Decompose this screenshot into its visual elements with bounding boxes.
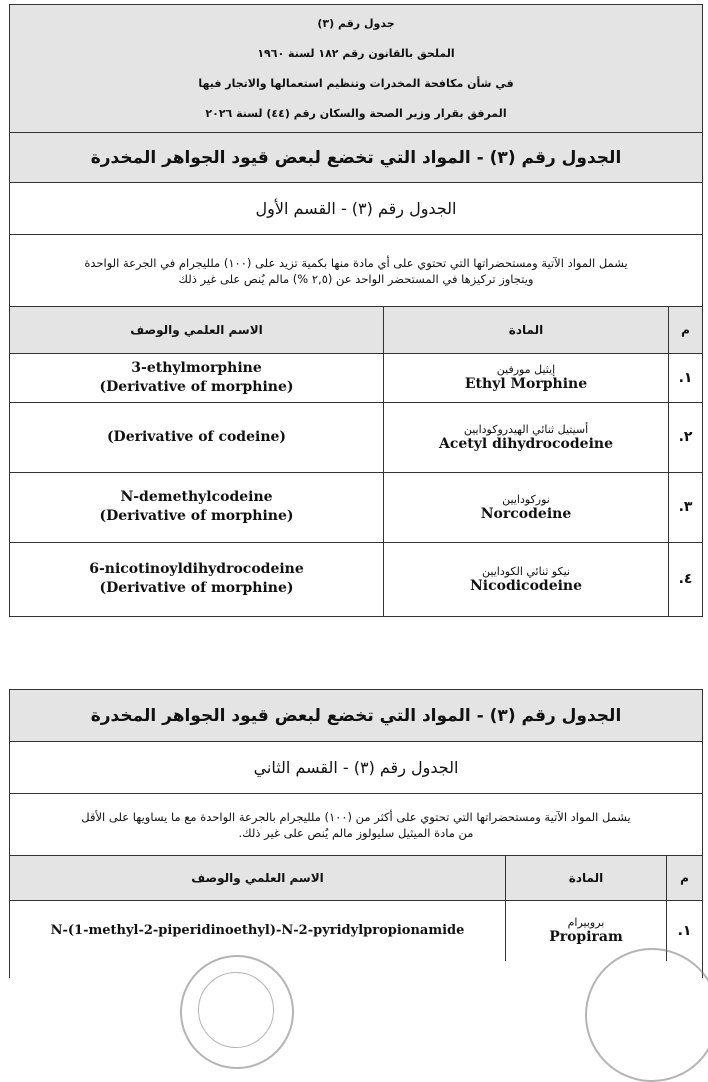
header-line-4: المرفق بقرار وزير الصحة والسكان رقم (٤٤) لسنة ٢٠٢٦	[205, 106, 507, 120]
substance-cell	[384, 353, 669, 402]
column-scientific-name: الاسم العلمي والوصف	[10, 856, 506, 901]
scientific-name-cell	[10, 542, 384, 616]
scientific-name-cell	[10, 402, 384, 472]
scientific-name-cell	[10, 353, 384, 402]
section-1-column-header	[10, 307, 702, 353]
substance-cell	[384, 402, 669, 472]
header-line-2: الملحق بالقانون رقم ١٨٢ لسنة ١٩٦٠	[257, 47, 455, 61]
table-row	[10, 472, 702, 542]
section-2-column-header	[10, 856, 702, 901]
section-2-title	[10, 690, 702, 742]
section-1-substances-table	[10, 307, 702, 616]
section-1-table	[9, 4, 703, 617]
scientific-name: N-demethylcodeine	[120, 489, 273, 505]
scientific-name: 6-nicotinoyldihydrocodeine	[89, 561, 304, 578]
section-1-subtitle-text: الجدول رقم (٣) - القسم الأول	[255, 199, 457, 218]
scientific-name-cell	[10, 901, 506, 961]
header-line-1: جدول رقم (٣)	[317, 17, 395, 31]
row-number: .٤	[669, 542, 703, 616]
section-1-title	[10, 133, 702, 183]
section-2-description	[10, 794, 702, 856]
substance-cell	[384, 472, 669, 542]
column-number: م	[669, 307, 703, 353]
ministry-stamp-inner-icon	[198, 972, 274, 1048]
section-2-subtitle	[10, 742, 702, 794]
substance-english-name: Propiram	[549, 929, 623, 946]
scientific-description: (Derivative of morphine)	[99, 580, 294, 597]
row-number: .١	[669, 353, 703, 402]
section-2-subtitle-text: الجدول رقم (٣) - القسم الثاني	[253, 758, 459, 777]
substance-arabic-name: أسيتيل ثنائي الهيدروكودايين	[463, 422, 589, 436]
row-number: .٢	[669, 402, 703, 472]
section-1-description	[10, 235, 702, 307]
column-substance: المادة	[506, 856, 667, 901]
section-1-description-line-1: يشمل المواد الآتية ومستحضراتها التي تحتوي على أي مادة منها بكمية تزيد على (١٠٠) ملليجرام في الجرعة الواحدة	[84, 255, 628, 270]
table-row	[10, 402, 702, 472]
table-row	[10, 353, 702, 402]
scientific-name: N-(1-methyl-2-piperidinoethyl)-N-2-pyridylpropionamide	[50, 923, 465, 939]
substance-arabic-name: نيكو ثنائي الكودايين	[482, 564, 570, 578]
row-number: .٣	[669, 472, 703, 542]
section-2-title-text: الجدول رقم (٣) - المواد التي تخضع لبعض قيود الجواهر المخدرة	[90, 705, 622, 726]
substance-cell	[384, 542, 669, 616]
scientific-name-cell	[10, 472, 384, 542]
header-line-3: في شأن مكافحة المخدرات وتنظيم استعمالها والاتجار فيها	[198, 76, 514, 90]
substance-english-name: Nicodicodeine	[469, 577, 583, 594]
header-block	[10, 5, 702, 133]
scientific-name: (Derivative of codeine)	[106, 428, 287, 445]
section-1-subtitle	[10, 183, 702, 235]
scientific-description: (Derivative of morphine)	[99, 508, 294, 524]
section-1-title-text: الجدول رقم (٣) - المواد التي تخضع لبعض قيود الجواهر المخدرة	[90, 147, 622, 168]
section-2-description-line-1: يشمل المواد الآتية ومستحضراتها التي تحتوي على أكثر من (١٠٠) ملليجرام بالجرعة الواحدة مع ما يساويها على الأقل	[81, 809, 631, 824]
substance-arabic-name: إيثيل مورفين	[496, 363, 556, 376]
scientific-description: (Derivative of morphine)	[99, 378, 294, 395]
substance-arabic-name: بروبيرام	[567, 916, 605, 930]
column-scientific-name: الاسم العلمي والوصف	[10, 307, 384, 353]
column-number: م	[667, 856, 703, 901]
substance-english-name: Norcodeine	[480, 505, 572, 522]
scientific-name: 3-ethylmorphine	[131, 359, 262, 376]
section-2-table	[9, 689, 703, 978]
substance-english-name: Acetyl dihydrocodeine	[439, 435, 613, 452]
table-row	[10, 901, 702, 961]
column-substance: المادة	[384, 307, 669, 353]
table-row	[10, 542, 702, 616]
authority-stamp-icon	[585, 948, 708, 1082]
section-2-description-line-2: من مادة الميثيل سليولوز مالم يُنص على غير ذلك.	[238, 825, 474, 840]
row-number: .١	[667, 901, 703, 961]
substance-english-name: Ethyl Morphine	[464, 376, 588, 392]
section-1-description-line-2: ويتجاوز تركيزها في المستحضر الواحد عن (٢,٥ %) مالم يُنص على غير ذلك	[178, 271, 534, 286]
section-2-substances-table	[10, 856, 702, 961]
substance-arabic-name: نوركودايين	[502, 492, 550, 506]
